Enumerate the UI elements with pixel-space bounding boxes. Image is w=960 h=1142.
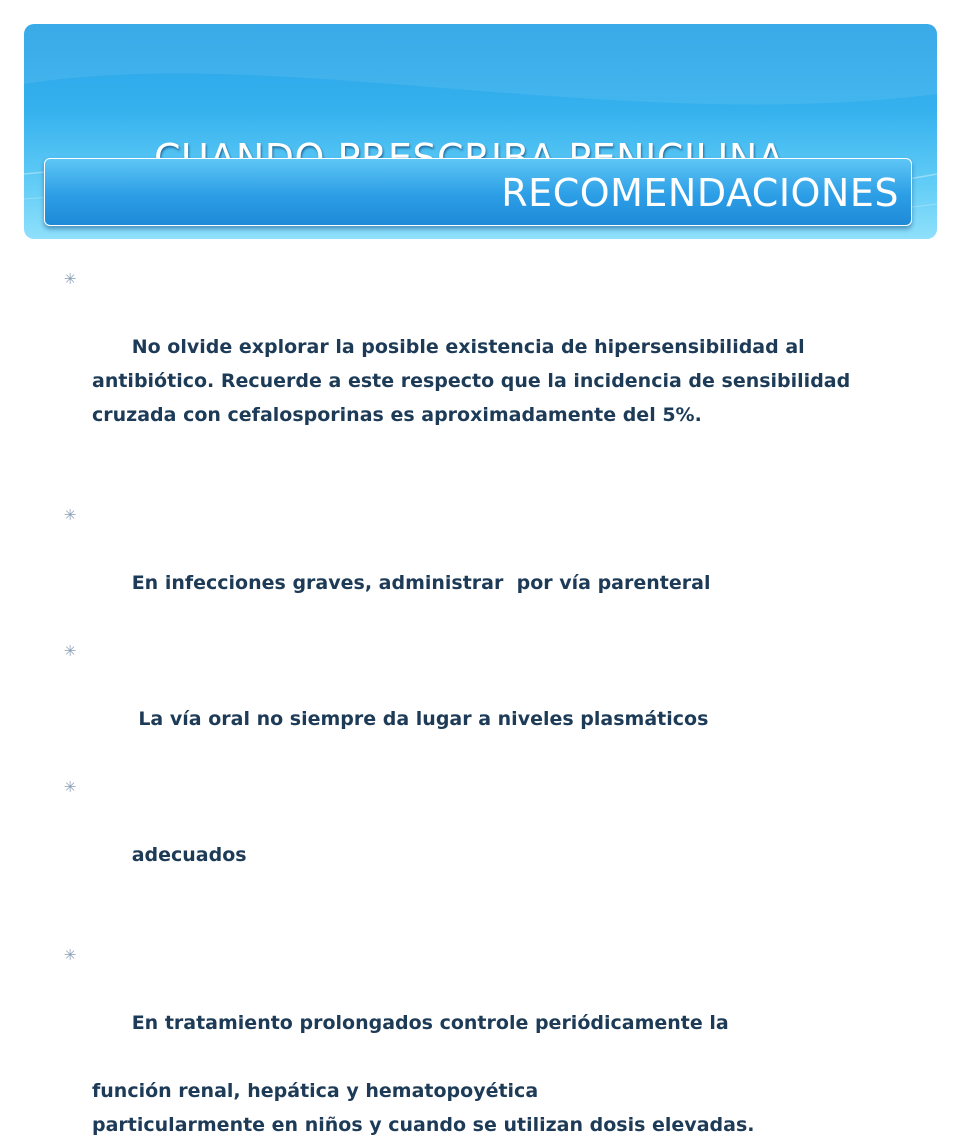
list-item-text: No olvide explorar la posible existencia de hipersensibilidad al antibiótico. Recuerde a este respecto que la incidencia de sensibilidad cruzada con cefalosporinas es aproximadamente del 5%. (92, 336, 857, 426)
subtitle-box (44, 158, 912, 226)
list-item (60, 262, 900, 466)
list-item-continuation: función renal, hepática y hematopoyética (92, 1080, 539, 1102)
list-item (60, 634, 900, 770)
list-item (60, 770, 900, 906)
asterisk-bullet-icon: ✳ (63, 506, 77, 524)
list-item-text: La vía oral no siempre da lugar a niveles plasmáticos (131, 708, 709, 730)
list-item-continuation: particularmente en niños y cuando se utilizan dosis elevadas. (92, 1114, 755, 1136)
bullet-list (60, 262, 900, 1142)
list-item-text: adecuados (131, 844, 247, 866)
list-item-text: En infecciones graves, administrar por vía parenteral (131, 572, 711, 594)
asterisk-bullet-icon: ✳ (63, 642, 77, 660)
list-item (60, 498, 900, 634)
list-item-text: En tratamiento prolongados controle periódicamente la (131, 1012, 729, 1034)
asterisk-bullet-icon: ✳ (63, 946, 77, 964)
asterisk-bullet-icon: ✳ (63, 778, 77, 796)
asterisk-bullet-icon: ✳ (63, 270, 77, 288)
slide-subtitle: RECOMENDACIONES (501, 171, 899, 215)
list-item (60, 938, 900, 1074)
